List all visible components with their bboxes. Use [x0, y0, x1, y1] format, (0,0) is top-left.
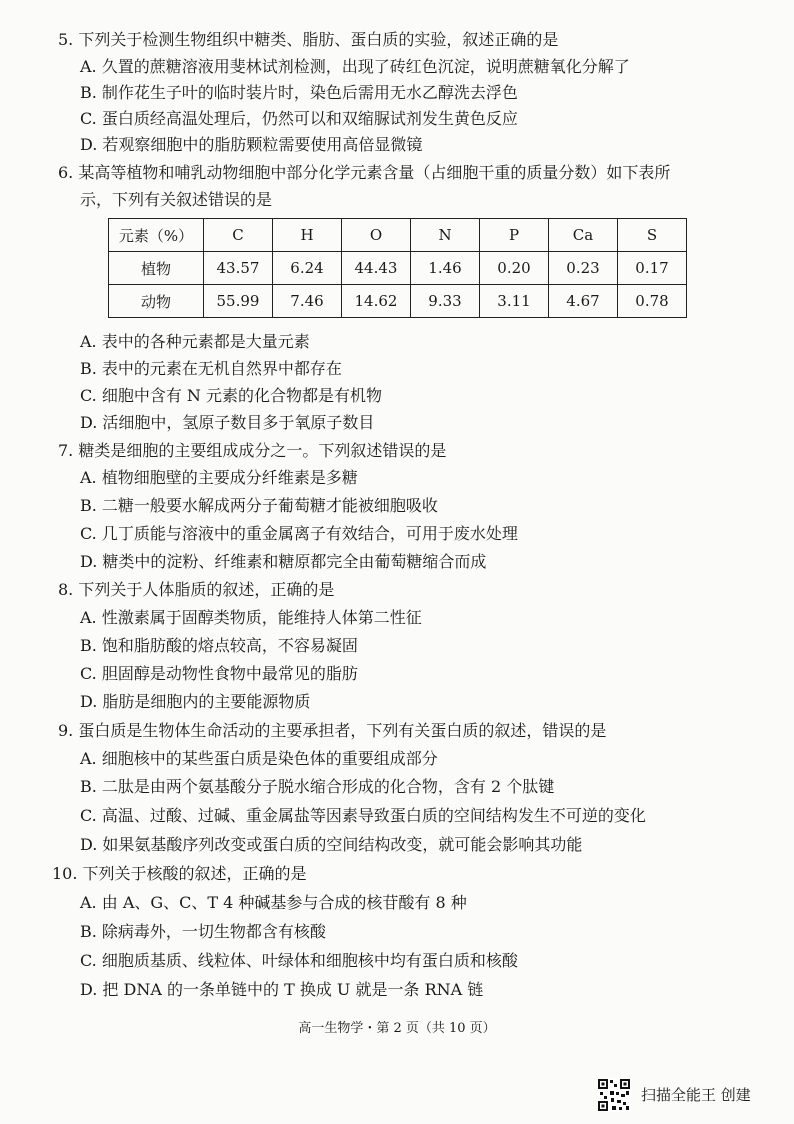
question-10-option-d: D. 把 DNA 的一条单链中的 T 换成 U 就是一条 RNA 链	[80, 980, 484, 999]
table-cell: 3.11	[480, 285, 549, 318]
table-cell: 6.24	[273, 252, 342, 285]
table-cell: 1.46	[411, 252, 480, 285]
question-9-option-c: C. 高温、过酸、过碱、重金属盐等因素导致蛋白质的空间结构发生不可逆的变化	[80, 806, 646, 825]
question-5-option-a: A. 久置的蔗糖溶液用斐林试剂检测，出现了砖红色沉淀，说明蔗糖氧化分解了	[80, 57, 630, 76]
question-6-option-c: C. 细胞中含有 N 元素的化合物都是有机物	[80, 386, 383, 405]
table-row	[109, 285, 687, 318]
question-8-option-b: B. 饱和脂肪酸的熔点较高，不容易凝固	[80, 636, 358, 655]
table-cell: O	[342, 219, 411, 252]
page-footer: 高一生物学・第 2 页（共 10 页）	[298, 1021, 496, 1036]
table-cell: 4.67	[549, 285, 618, 318]
table-cell: 14.62	[342, 285, 411, 318]
table-cell: S	[618, 219, 687, 252]
table-cell: 0.17	[618, 252, 687, 285]
question-10-option-c: C. 细胞质基质、线粒体、叶绿体和细胞核中均有蛋白质和核酸	[80, 951, 518, 970]
question-10-option-a: A. 由 A、G、C、T 4 种碱基参与合成的核苷酸有 8 种	[80, 893, 467, 912]
table-cell: 元素（%）	[109, 219, 204, 252]
question-7-stem: 7. 糖类是细胞的主要组成成分之一。下列叙述错误的是	[58, 441, 447, 460]
table-cell: 44.43	[342, 252, 411, 285]
question-8-option-a: A. 性激素属于固醇类物质，能维持人体第二性征	[80, 608, 422, 627]
table-cell: P	[480, 219, 549, 252]
question-7-option-b: B. 二糖一般要水解成两分子葡萄糖才能被细胞吸收	[80, 496, 438, 515]
question-6-option-d: D. 活细胞中，氢原子数目多于氧原子数目	[80, 413, 375, 432]
question-7-option-a: A. 植物细胞壁的主要成分纤维素是多糖	[80, 468, 358, 487]
table-cell: H	[273, 219, 342, 252]
table-cell: N	[411, 219, 480, 252]
question-8-stem: 8. 下列关于人体脂质的叙述，正确的是	[58, 580, 335, 599]
question-9-option-b: B. 二肽是由两个氨基酸分子脱水缩合形成的化合物，含有 2 个肽键	[80, 777, 555, 796]
scanner-watermark: 扫描全能王 创建	[641, 1086, 751, 1104]
table-cell: 9.33	[411, 285, 480, 318]
table-cell: 43.57	[204, 252, 273, 285]
table-cell: 植物	[109, 252, 204, 285]
question-5-stem: 5. 下列关于检测生物组织中糖类、脂肪、蛋白质的实验，叙述正确的是	[58, 30, 559, 49]
question-10-stem: 10. 下列关于核酸的叙述，正确的是	[52, 864, 307, 883]
question-7-option-c: C. 几丁质能与溶液中的重金属离子有效结合，可用于废水处理	[80, 524, 518, 543]
table-cell: 0.23	[549, 252, 618, 285]
question-9-option-d: D. 如果氨基酸序列改变或蛋白质的空间结构改变，就可能会影响其功能	[80, 835, 583, 854]
question-9-option-a: A. 细胞核中的某些蛋白质是染色体的重要组成部分	[80, 749, 438, 768]
table-cell: 55.99	[204, 285, 273, 318]
question-7-option-d: D. 糖类中的淀粉、纤维素和糖原都完全由葡萄糖缩合而成	[80, 552, 487, 571]
table-row	[109, 252, 687, 285]
table-cell: Ca	[549, 219, 618, 252]
question-6-option-b: B. 表中的元素在无机自然界中都存在	[80, 359, 342, 378]
question-5-option-c: C. 蛋白质经高温处理后，仍然可以和双缩脲试剂发生黄色反应	[80, 109, 518, 128]
question-6-option-a: A. 表中的各种元素都是大量元素	[80, 332, 310, 351]
table-cell: 0.20	[480, 252, 549, 285]
element-content-table	[108, 218, 687, 318]
question-10-option-b: B. 除病毒外，一切生物都含有核酸	[80, 922, 326, 941]
qr-code-icon	[597, 1078, 631, 1112]
table-header-row	[109, 219, 687, 252]
table-cell: 0.78	[618, 285, 687, 318]
question-5-option-d: D. 若观察细胞中的脂肪颗粒需要使用高倍显微镜	[80, 135, 423, 154]
question-8-option-c: C. 胆固醇是动物性食物中最常见的脂肪	[80, 664, 358, 683]
table-cell: 动物	[109, 285, 204, 318]
question-5-option-b: B. 制作花生子叶的临时装片时，染色后需用无水乙醇洗去浮色	[80, 83, 518, 102]
table-cell: 7.46	[273, 285, 342, 318]
question-9-stem: 9. 蛋白质是生物体生命活动的主要承担者，下列有关蛋白质的叙述，错误的是	[58, 721, 607, 740]
table-cell: C	[204, 219, 273, 252]
question-8-option-d: D. 脂肪是细胞内的主要能源物质	[80, 692, 311, 711]
question-6-stem-continued: 示，下列有关叙述错误的是	[80, 190, 273, 209]
question-6-stem: 6. 某高等植物和哺乳动物细胞中部分化学元素含量（占细胞干重的质量分数）如下表所	[58, 163, 671, 182]
